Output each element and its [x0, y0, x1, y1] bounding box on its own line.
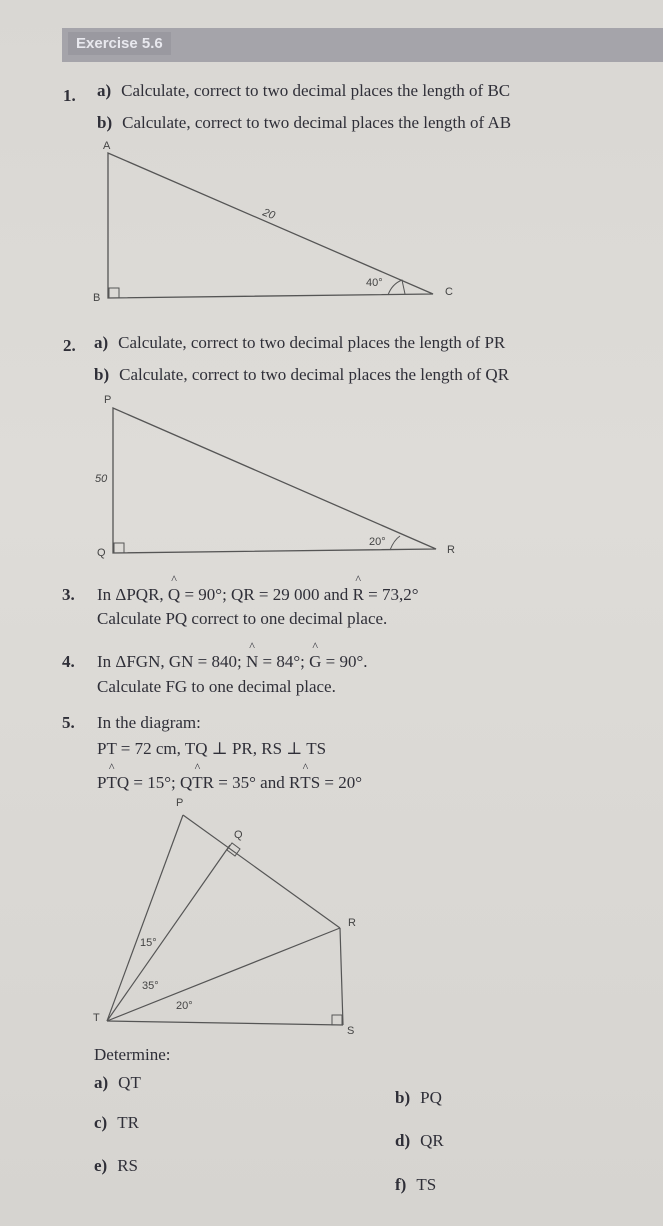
- part-d-letter: d): [395, 1131, 411, 1150]
- question-4-mid: = 84°;: [262, 652, 305, 671]
- question-5-number: 5.: [62, 713, 75, 732]
- question-2b: [94, 364, 509, 386]
- question-4-line-2: Calculate FG to one decimal place.: [97, 677, 336, 696]
- part-b-letter: b): [395, 1088, 411, 1107]
- label-c: C: [445, 286, 453, 298]
- angle-rts-r: R: [288, 773, 301, 792]
- question-5-line-2: PT = 72 cm, TQ ⊥ PR, RS ⊥ TS: [97, 739, 327, 758]
- label-a: A: [103, 140, 111, 152]
- label-side-ac: 20: [260, 206, 277, 223]
- question-3-mid: = 90°; QR = 29 000 and: [184, 585, 349, 604]
- label-angle-c: 40°: [366, 277, 383, 289]
- label-angle-r: 20°: [369, 536, 386, 548]
- question-2b-letter: b): [94, 365, 110, 384]
- triangle-pqr-outline: [113, 408, 436, 553]
- part-e-letter: e): [94, 1156, 108, 1175]
- question-5-line-1: In the diagram:: [97, 713, 201, 732]
- question-3-line-2: Calculate PQ correct to one decimal place.: [97, 609, 388, 628]
- label-p: P: [104, 394, 112, 406]
- angle-ptq-q: Q: [116, 773, 130, 792]
- angle-qtr-t: ^ T: [192, 772, 202, 794]
- angle-qtr-r: R: [202, 773, 215, 792]
- part-f: [395, 1174, 436, 1196]
- part-d-text: QR: [420, 1131, 444, 1150]
- diagram-pqrst: [93, 797, 356, 1037]
- question-1b-letter: b): [97, 113, 113, 132]
- angle-arc-c: [388, 280, 405, 295]
- label-s5: S: [347, 1025, 355, 1037]
- triangle-abc-outline: [108, 153, 433, 298]
- label-angle-20: 20°: [176, 1000, 193, 1012]
- question-1b-text: Calculate, correct to two decimal places the length of AB: [122, 113, 512, 132]
- part-c-text: TR: [117, 1113, 139, 1132]
- part-e-text: RS: [117, 1156, 139, 1175]
- angle-ptq-value: = 15°;: [133, 773, 176, 792]
- part-d: [395, 1130, 444, 1152]
- line-ts: [107, 1021, 343, 1025]
- part-a: [94, 1072, 141, 1094]
- part-b: [395, 1087, 442, 1109]
- label-angle-35: 35°: [142, 980, 159, 992]
- part-e: [94, 1155, 138, 1177]
- angle-qtr-value: = 35° and: [218, 773, 285, 792]
- triangle-abc: [93, 140, 453, 304]
- question-2a-letter: a): [94, 333, 109, 352]
- determine-heading: Determine:: [94, 1045, 171, 1064]
- part-f-letter: f): [395, 1175, 407, 1194]
- question-3-prefix: In ΔPQR,: [97, 585, 164, 604]
- label-q5: Q: [234, 829, 243, 841]
- label-angle-15: 15°: [140, 937, 157, 949]
- label-b: B: [93, 292, 101, 304]
- part-c: [94, 1112, 139, 1134]
- question-1a-letter: a): [97, 81, 112, 100]
- angle-rts-s: S: [310, 773, 321, 792]
- question-5-line-3: [97, 772, 362, 794]
- label-q: Q: [97, 547, 106, 559]
- part-f-text: TS: [416, 1175, 437, 1194]
- exercise-title: Exercise 5.6: [68, 32, 171, 55]
- part-c-letter: c): [94, 1113, 108, 1132]
- angle-n-hat: ^ N: [246, 651, 258, 673]
- question-4-line-1: [97, 651, 368, 673]
- question-2a: [94, 332, 505, 354]
- question-4-number: 4.: [62, 652, 75, 671]
- question-2b-text: Calculate, correct to two decimal places the length of QR: [119, 365, 510, 384]
- label-r: R: [447, 544, 455, 556]
- part-a-text: QT: [118, 1073, 141, 1092]
- angle-rts-t: ^ T: [300, 772, 310, 794]
- label-t5: T: [93, 1012, 100, 1024]
- part-a-letter: a): [94, 1073, 109, 1092]
- question-3-suffix: = 73,2°: [368, 585, 419, 604]
- label-r5: R: [348, 917, 356, 929]
- question-4-prefix: In ΔFGN, GN = 840;: [97, 652, 242, 671]
- angle-r-hat: ^ R: [353, 584, 364, 606]
- right-angle-marker-b: [109, 288, 119, 298]
- angle-g-hat: ^ G: [309, 651, 321, 673]
- angle-ptq-p: P: [97, 773, 107, 792]
- triangle-pqr: [95, 394, 455, 559]
- question-4-suffix: = 90°.: [325, 652, 368, 671]
- line-pr: [183, 815, 340, 928]
- line-rs: [340, 928, 343, 1025]
- angle-ptq-t: ^ T: [106, 772, 116, 794]
- angle-rts-value: = 20°: [324, 773, 363, 792]
- question-3-line-1: [97, 584, 419, 606]
- label-side-pq: 50: [95, 473, 108, 485]
- part-b-text: PQ: [420, 1088, 442, 1107]
- right-angle-marker-q: [114, 543, 124, 553]
- question-2-number: 2.: [63, 336, 76, 355]
- label-p5: P: [176, 797, 184, 809]
- angle-arc-r: [390, 536, 400, 550]
- angle-q-hat: ^ Q: [168, 584, 180, 606]
- angle-qtr-q: Q: [180, 773, 193, 792]
- question-2a-text: Calculate, correct to two decimal places the length of PR: [118, 333, 506, 352]
- line-tq: [107, 845, 230, 1021]
- question-1-number: 1.: [63, 86, 76, 105]
- right-angle-marker-s: [332, 1015, 342, 1025]
- question-1a-text: Calculate, correct to two decimal places the length of BC: [121, 81, 511, 100]
- question-3-number: 3.: [62, 585, 75, 604]
